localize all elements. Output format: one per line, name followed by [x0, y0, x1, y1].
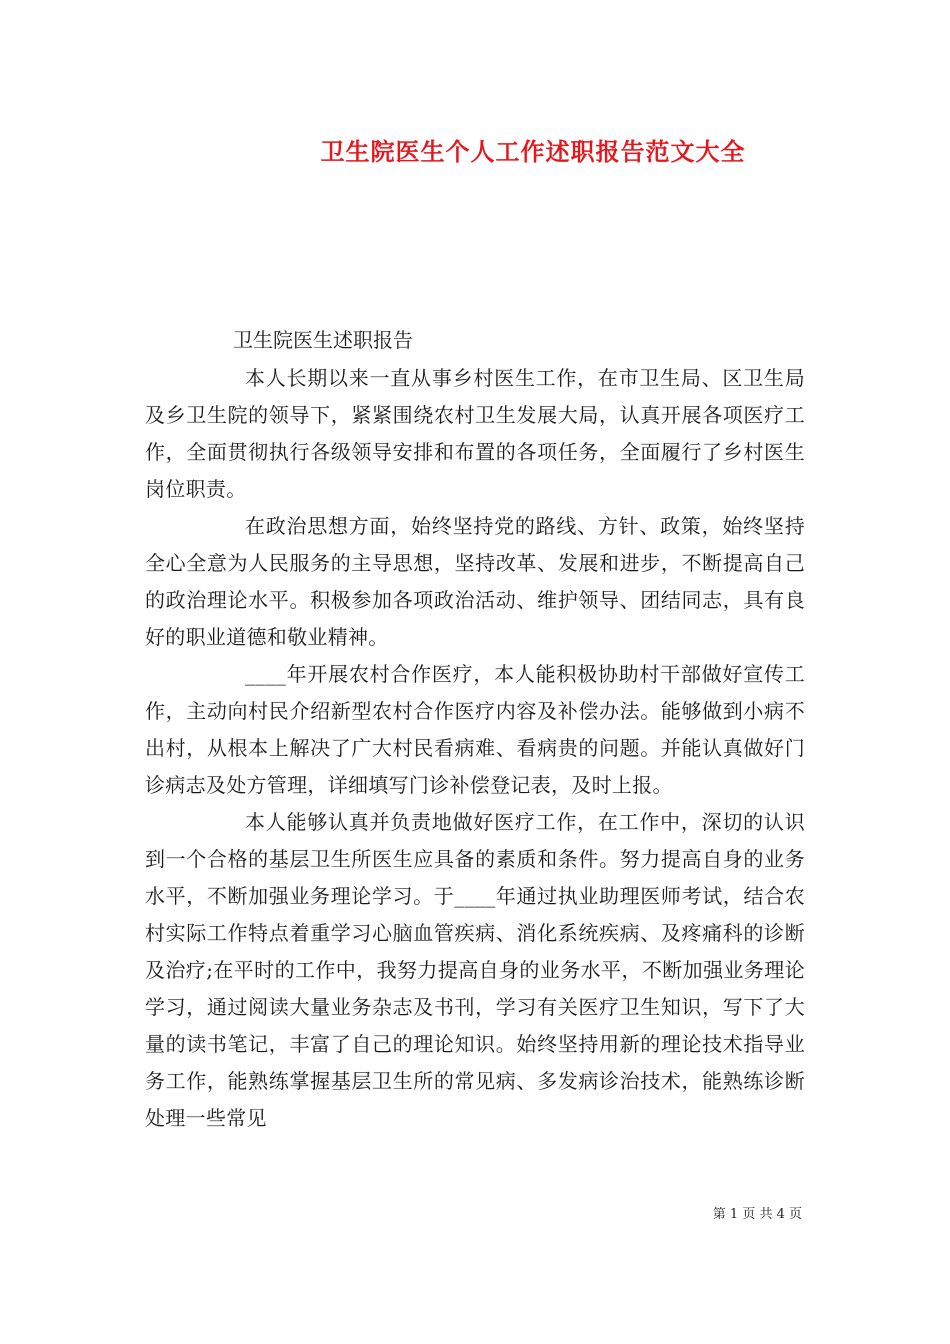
document-body [145, 360, 805, 1137]
page-number: 第 1 页 共 4 页 [712, 1207, 802, 1222]
paragraph: ____年开展农村合作医疗，本人能积极协助村干部做好宣传工作，主动向村民介绍新型农村合作医疗内容及补偿办法。能够做到小病不出村，从根本上解决了广大村民看病难、看病贵的问题。并能认真做好门诊病志及处方管理，详细填写门诊补偿登记表，及时上报。 [145, 662, 805, 797]
paragraph: 在政治思想方面，始终坚持党的路线、方针、政策，始终坚持全心全意为人民服务的主导思想，坚持改革、发展和进步，不断提高自己的政治理论水平。积极参加各项政治活动、维护领导、团结同志，具有良好的职业道德和敬业精神。 [145, 514, 805, 649]
paragraph: 本人长期以来一直从事乡村医生工作，在市卫生局、区卫生局及乡卫生院的领导下，紧紧围绕农村卫生发展大局，认真开展各项医疗工作，全面贯彻执行各级领导安排和布置的各项任务，全面履行了乡村医生岗位职责。 [145, 366, 805, 501]
document-subtitle: 卫生院医生述职报告 [233, 328, 413, 352]
document-title: 卫生院医生个人工作述职报告范文大全 [320, 137, 746, 166]
paragraph: 本人能够认真并负责地做好医疗工作，在工作中，深切的认识到一个合格的基层卫生所医生应具备的素质和条件。努力提高自身的业务水平，不断加强业务理论学习。于____年通过执业助理医师考试，结合农村实际工作特点着重学习心脑血管疾病、消化系统疾病、及疼痛科的诊断及治疗;在平时的工作中，我努力提高自身的业务水平，不断加强业务理论学习，通过阅读大量业务杂志及书刊，学习有关医疗卫生知识，写下了大量的读书笔记，丰富了自己的理论知识。始终坚持用新的理论技术指导业务工作，能熟练掌握基层卫生所的常见病、多发病诊治技术，能熟练诊断处理一些常见 [145, 810, 805, 1130]
